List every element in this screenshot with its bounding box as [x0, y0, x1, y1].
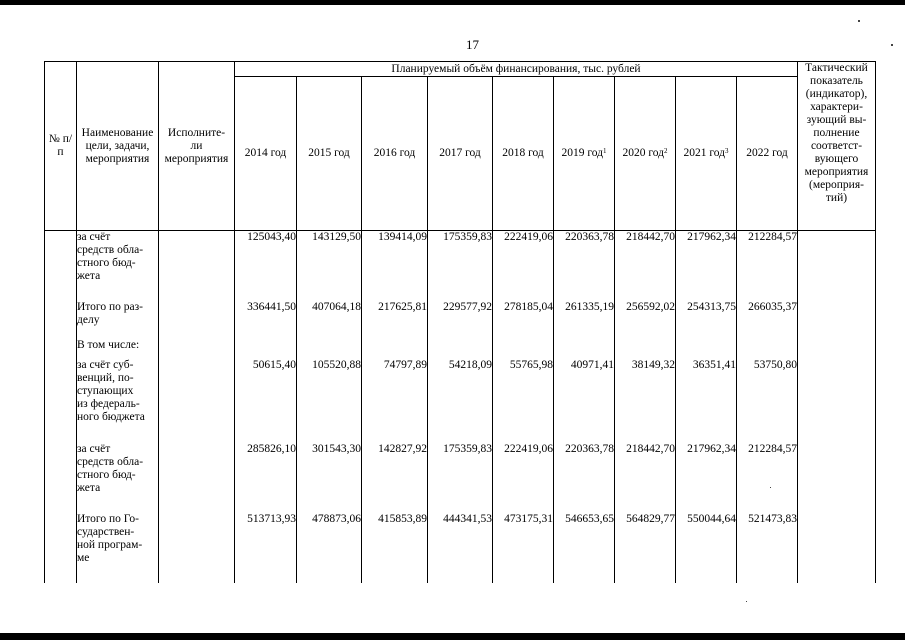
- column-header-year: [297, 77, 362, 231]
- cell-tactical-indicator: [798, 443, 876, 513]
- scan-speck: [891, 44, 893, 46]
- year-label: 2014 год: [244, 147, 287, 159]
- year-label: 2015 год: [308, 147, 350, 159]
- scan-speck: [858, 20, 860, 22]
- cell-amount: 444341,53: [428, 513, 493, 583]
- cell-amount: 139414,09: [362, 231, 428, 301]
- table-row: [45, 301, 876, 339]
- cell-amount: [428, 339, 493, 359]
- year-label: 2019 год: [561, 147, 604, 159]
- bottom-border-rule: [0, 633, 905, 640]
- cell-name: [77, 301, 159, 339]
- cell-amount: 142827,92: [362, 443, 428, 513]
- cell-amount: 143129,50: [297, 231, 362, 301]
- year-label: 2020 год: [622, 147, 665, 159]
- year-label: 2017 год: [439, 147, 481, 159]
- column-header-planned-financing: Планируемый объём финансирования, тыс. рублей: [235, 62, 798, 77]
- year-label: 2016 год: [373, 147, 416, 159]
- footnote-marker: 3: [725, 147, 729, 155]
- header-line: мероприятия: [85, 152, 150, 165]
- cell-amount: 229577,92: [428, 301, 493, 339]
- cell-amount: 55765,98: [493, 359, 554, 443]
- cell-amount: [737, 339, 798, 359]
- cell-name-line: средств обла-: [77, 244, 144, 256]
- cell-amount: 261335,19: [554, 301, 615, 339]
- cell-amount: 217962,34: [676, 443, 737, 513]
- header-line: цели, задачи,: [85, 139, 150, 152]
- cell-amount: 301543,30: [297, 443, 362, 513]
- cell-number: [45, 443, 77, 513]
- table-row: [45, 231, 876, 301]
- column-header-executor: [159, 62, 235, 231]
- header-line: мероприятия: [804, 166, 869, 178]
- cell-amount: [297, 339, 362, 359]
- cell-amount: 513713,93: [235, 513, 297, 583]
- cell-amount: 53750,80: [737, 359, 798, 443]
- cell-amount: 254313,75: [676, 301, 737, 339]
- cell-number: [45, 301, 77, 339]
- cell-number: [45, 513, 77, 583]
- table-row: [45, 359, 876, 443]
- table-row: [45, 513, 876, 583]
- table-row: [45, 443, 876, 513]
- header-line: тий): [825, 192, 848, 204]
- financing-table: [44, 61, 876, 583]
- cell-name-line: стного бюд-: [77, 257, 136, 269]
- column-header-name: [77, 62, 159, 231]
- scan-speck: [770, 487, 771, 488]
- header-line: Тактический: [805, 62, 868, 74]
- footnote-marker: 2: [664, 147, 668, 155]
- cell-amount: 521473,83: [737, 513, 798, 583]
- cell-amount: [235, 339, 297, 359]
- cell-amount: 473175,31: [493, 513, 554, 583]
- cell-tactical-indicator: [798, 231, 876, 301]
- cell-amount: 54218,09: [428, 359, 493, 443]
- page-number: 17: [466, 37, 479, 52]
- cell-amount: 212284,57: [737, 231, 798, 301]
- cell-amount: [362, 339, 428, 359]
- cell-name: [77, 443, 159, 513]
- cell-executor: [159, 513, 235, 583]
- column-header-year: [235, 77, 297, 231]
- cell-name-line: за счёт суб-: [77, 358, 134, 371]
- cell-amount: 222419,06: [493, 443, 554, 513]
- header-line: характери-: [810, 101, 863, 113]
- cell-name: [77, 359, 159, 443]
- cell-number: [45, 339, 77, 359]
- header-line: показатель: [810, 75, 863, 87]
- cell-amount: [493, 339, 554, 359]
- cell-amount: 218442,70: [615, 443, 676, 513]
- cell-name: [77, 231, 159, 301]
- cell-amount: 220363,78: [554, 443, 615, 513]
- cell-amount: 218442,70: [615, 231, 676, 301]
- year-label: 2018 год: [502, 147, 544, 159]
- cell-name-line: жета: [77, 481, 101, 494]
- cell-amount: 38149,32: [615, 359, 676, 443]
- column-header-year: [737, 77, 798, 231]
- cell-amount: 278185,04: [493, 301, 554, 339]
- cell-amount: 220363,78: [554, 231, 615, 301]
- header-line: (мероприя-: [809, 179, 864, 191]
- cell-amount: 175359,83: [428, 231, 493, 301]
- cell-tactical-indicator: [798, 339, 876, 359]
- cell-amount: [554, 339, 615, 359]
- cell-amount: 36351,41: [676, 359, 737, 443]
- cell-name: [77, 513, 159, 583]
- cell-amount: [676, 339, 737, 359]
- column-header-year: [362, 77, 428, 231]
- year-label: 2022 год: [746, 147, 788, 159]
- header-line: ли: [190, 139, 203, 152]
- cell-amount: 105520,88: [297, 359, 362, 443]
- cell-amount: 550044,64: [676, 513, 737, 583]
- cell-name-line: за счёт: [77, 231, 111, 243]
- cell-amount: 217962,34: [676, 231, 737, 301]
- column-header-year: [554, 77, 615, 231]
- cell-amount: 546653,65: [554, 513, 615, 583]
- cell-name-line: стного бюд-: [77, 468, 136, 481]
- cell-name-line: ступающих: [77, 384, 134, 397]
- cell-name-line: жета: [77, 270, 101, 282]
- cell-name-line: средств обла-: [77, 455, 144, 468]
- header-line: зующий вы-: [806, 114, 867, 126]
- cell-amount: [615, 339, 676, 359]
- column-header-number: № п/п: [45, 62, 77, 231]
- column-header-name-lines: [78, 127, 157, 166]
- cell-name-line: Итого по раз-: [77, 300, 143, 313]
- cell-amount: 415853,89: [362, 513, 428, 583]
- column-header-tactical-lines: [799, 62, 874, 205]
- cell-amount: 336441,50: [235, 301, 297, 339]
- cell-amount: 175359,83: [428, 443, 493, 513]
- cell-name-line: из федераль-: [77, 397, 140, 410]
- cell-name-line: венций, по-: [77, 371, 134, 384]
- column-header-year: [428, 77, 493, 231]
- cell-name-line: за счёт: [77, 442, 111, 455]
- header-line: Исполните-: [167, 126, 226, 139]
- cell-number: [45, 359, 77, 443]
- cell-amount: 217625,81: [362, 301, 428, 339]
- cell-amount: 256592,02: [615, 301, 676, 339]
- cell-name-line: В том числе:: [77, 338, 140, 351]
- header-line: соответст-: [810, 140, 863, 152]
- year-label: 2021 год: [683, 147, 726, 159]
- cell-tactical-indicator: [798, 301, 876, 339]
- cell-amount: 285826,10: [235, 443, 297, 513]
- cell-executor: [159, 359, 235, 443]
- header-line: мероприятия: [164, 152, 229, 165]
- column-header-year: [615, 77, 676, 231]
- cell-amount: 125043,40: [235, 231, 297, 301]
- cell-amount: 74797,89: [362, 359, 428, 443]
- table-row: [45, 339, 876, 359]
- header-line: (индикатор),: [805, 88, 868, 100]
- cell-name-line: Итого по Го-: [77, 512, 139, 525]
- header-line: Наименование: [81, 126, 154, 139]
- cell-executor: [159, 443, 235, 513]
- cell-name-line: делу: [77, 313, 100, 326]
- cell-executor: [159, 339, 235, 359]
- cell-name-line: сударствен-: [77, 525, 135, 538]
- header-line: полнение: [813, 127, 860, 139]
- cell-executor: [159, 231, 235, 301]
- column-header-tactical-indicator: [798, 62, 876, 231]
- cell-number: [45, 231, 77, 301]
- cell-amount: 266035,37: [737, 301, 798, 339]
- top-border-rule: [0, 0, 905, 5]
- cell-tactical-indicator: [798, 359, 876, 443]
- cell-executor: [159, 301, 235, 339]
- cell-amount: 564829,77: [615, 513, 676, 583]
- column-header-year: [493, 77, 554, 231]
- cell-amount: 407064,18: [297, 301, 362, 339]
- cell-amount: 478873,06: [297, 513, 362, 583]
- scan-speck: [746, 601, 747, 602]
- cell-tactical-indicator: [798, 513, 876, 583]
- column-header-year: [676, 77, 737, 231]
- cell-amount: 50615,40: [235, 359, 297, 443]
- column-header-executor-lines: [160, 127, 233, 166]
- header-line: вующего: [814, 153, 859, 165]
- cell-name: [77, 339, 159, 359]
- footnote-marker: 1: [603, 147, 607, 155]
- cell-name-line: ме: [77, 551, 90, 564]
- cell-amount: 212284,57: [737, 443, 798, 513]
- cell-amount: 222419,06: [493, 231, 554, 301]
- cell-name-line: ной програм-: [77, 538, 143, 551]
- cell-amount: 40971,41: [554, 359, 615, 443]
- cell-name-line: ного бюджета: [77, 410, 145, 423]
